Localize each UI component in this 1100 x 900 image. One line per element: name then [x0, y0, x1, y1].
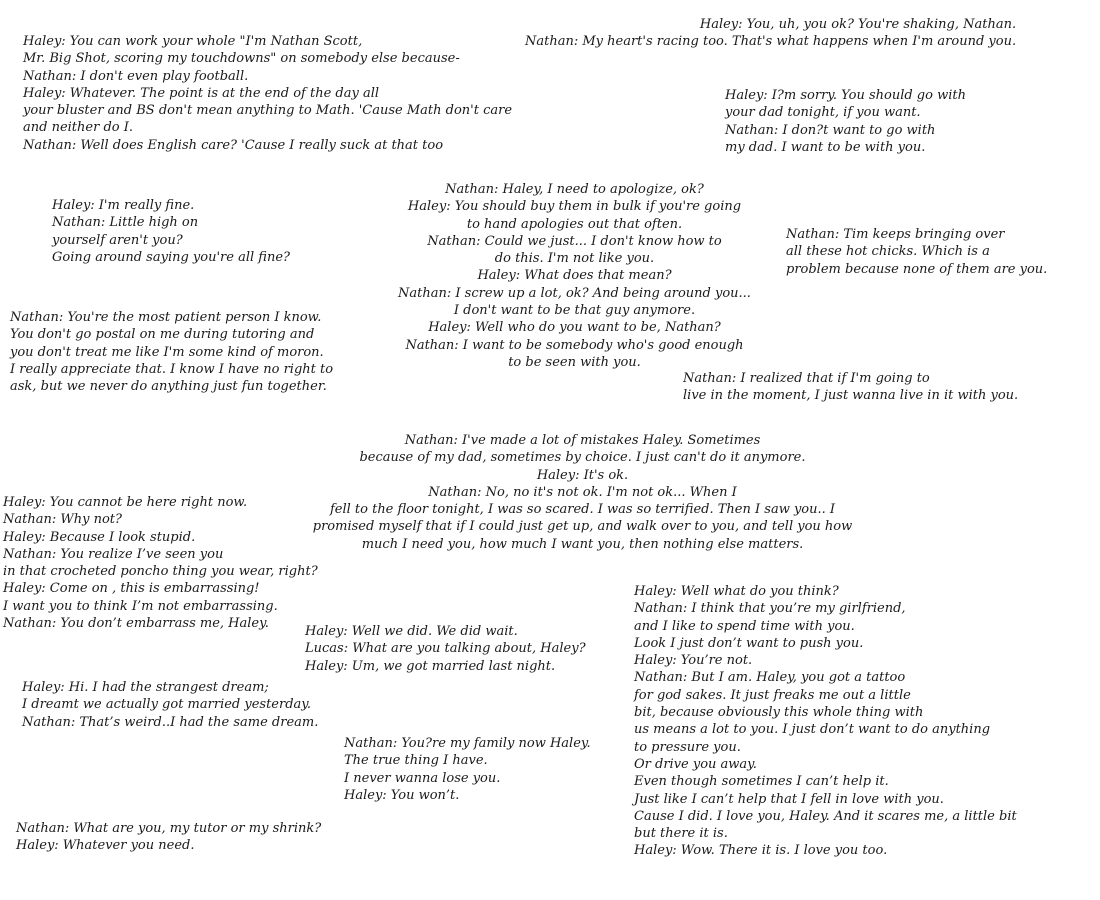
dialogue-line: Nathan: I want to be somebody who's good enough — [405, 337, 744, 353]
dialogue-line: Nathan: You're the most patient person I know. — [10, 310, 322, 325]
dialogue-line: Nathan: Why not? — [3, 512, 122, 528]
dialogue-line: bit, because obviously this whole thing with — [634, 705, 924, 721]
dialogue-line: you don't treat me like I'm some kind of moron. — [10, 344, 324, 360]
dialogue-line: I never wanna lose you. — [344, 770, 501, 786]
dialogue-line: Nathan: I think that you’re my girlfriend, — [634, 601, 906, 617]
dialogue-line: Nathan: What are you, my tutor or my shrink? — [16, 821, 322, 836]
dialogue-line: problem because none of them are you. — [786, 261, 1048, 277]
dialogue-line: Cause I did. I love you, Haley. And it scares me, a little bit — [634, 808, 1017, 824]
dialogue-line: Haley: You won’t. — [344, 787, 460, 803]
quote-block-apologize — [372, 181, 777, 371]
dialogue-line: Haley: You should buy them in bulk if you're going — [407, 199, 742, 215]
dialogue-line: Haley: I'm really fine. — [52, 198, 195, 213]
dialogue-line: Nathan: You don’t embarrass me, Haley. — [3, 616, 269, 632]
dialogue-line: Haley: Wow. There it is. I love you too. — [634, 843, 888, 859]
dialogue-line: Nathan: I don?t want to go with — [725, 122, 936, 138]
dialogue-line: Haley: I?m sorry. You should go with — [725, 88, 966, 103]
dialogue-line: Nathan: Well does English care? 'Cause I really suck at that too — [23, 137, 444, 153]
dialogue-line: Nathan: I screw up a lot, ok? And being around you... — [398, 285, 751, 301]
dialogue-line: Haley: Um, we got married last night. — [305, 658, 556, 674]
dialogue-line: Mr. Big Shot, scoring my touchdowns" on somebody else because- — [23, 51, 460, 67]
dialogue-line: Haley: Whatever you need. — [16, 838, 195, 854]
dialogue-line: ask, but we never do anything just fun together. — [10, 379, 327, 395]
dialogue-line: Haley: You, uh, you ok? You're shaking, Nathan. — [699, 17, 1017, 32]
dialogue-line: yourself aren't you? — [52, 232, 183, 248]
dialogue-line: Haley: Well who do you want to be, Nathan? — [428, 320, 721, 336]
quote-block-girlfriend — [634, 583, 1017, 860]
dialogue-line: to hand apologies out that often. — [466, 216, 683, 232]
dialogue-line: Nathan: I realized that if I'm going to — [683, 371, 930, 386]
dialogue-line: live in the moment, I just wanna live in it with you. — [683, 388, 1019, 404]
dialogue-line: I really appreciate that. I know I have no right to — [10, 361, 334, 377]
dialogue-line: us means a lot to you. I just don’t want to do anything — [634, 722, 991, 738]
quote-block-family — [344, 735, 591, 804]
quote-block-dream — [22, 679, 318, 731]
dialogue-line: Haley: Well what do you think? — [634, 584, 839, 599]
dialogue-line: for god sakes. It just freaks me out a little — [634, 687, 911, 703]
dialogue-line: Haley: Whatever. The point is at the end of the day all — [23, 85, 380, 101]
dialogue-line: and I like to spend time with you. — [634, 618, 855, 634]
dialogue-line: I want you to think I’m not embarrassing. — [3, 598, 278, 614]
dialogue-line: my dad. I want to be with you. — [725, 139, 926, 155]
dialogue-line: to be seen with you. — [508, 354, 641, 370]
quote-block-patient-person — [10, 309, 333, 395]
dialogue-line: promised myself that if I could just get up, and walk over to you, and tell you how — [312, 519, 853, 535]
dialogue-line: Haley: What does that mean? — [477, 268, 672, 284]
quote-block-mistakes — [265, 432, 900, 553]
dialogue-line: Haley: Because I look stupid. — [3, 529, 196, 545]
dialogue-line: Nathan: Haley, I need to apologize, ok? — [445, 182, 704, 197]
dialogue-line: Haley: You’re not. — [634, 653, 753, 669]
dialogue-line: You don't go postal on me during tutoring and — [10, 327, 315, 343]
dialogue-line: Haley: You can work your whole "I'm Nathan Scott, — [23, 34, 363, 49]
quote-block-live-in-moment — [683, 370, 1018, 405]
dialogue-line: Nathan: I don't even play football. — [23, 68, 249, 84]
dialogue-line: your bluster and BS don't mean anything to Math. 'Cause Math don't care — [23, 103, 513, 119]
quote-block-dad-tonight — [725, 87, 966, 156]
dialogue-line: Haley: You cannot be here right now. — [3, 495, 248, 510]
dialogue-line: Nathan: But I am. Haley, you got a tattoo — [634, 670, 906, 686]
dialogue-line: Or drive you away. — [634, 756, 757, 772]
dialogue-line: fell to the floor tonight, I was so scared. I was so terrified. Then I saw you.. I — [329, 502, 836, 518]
dialogue-line: much I need you, how much I want you, then nothing else matters. — [361, 536, 804, 552]
quote-block-poncho — [3, 494, 318, 632]
quote-block-tutor-shrink — [16, 820, 321, 855]
dialogue-line: Nathan: You?re my family now Haley. — [344, 736, 591, 751]
dialogue-line: Nathan: Little high on — [52, 215, 199, 231]
dialogue-line: Nathan: No, no it's not ok. I'm not ok... When I — [428, 484, 737, 500]
dialogue-line: I don't want to be that guy anymore. — [453, 303, 696, 319]
dialogue-line: Even though sometimes I can’t help it. — [634, 774, 889, 790]
dialogue-line: and neither do I. — [23, 120, 133, 136]
dialogue-line: but there it is. — [634, 826, 728, 842]
dialogue-line: Look I just don’t want to push you. — [634, 635, 864, 651]
dialogue-line: Nathan: That’s weird..I had the same dream. — [22, 714, 319, 730]
dialogue-line: Nathan: Tim keeps bringing over — [786, 227, 1005, 242]
dialogue-line: your dad tonight, if you want. — [725, 105, 921, 121]
dialogue-line: I dreamt we actually got married yesterday. — [22, 697, 312, 713]
dialogue-line: The true thing I have. — [344, 753, 488, 769]
quote-block-shaking — [525, 16, 1016, 51]
dialogue-line: Haley: Hi. I had the strangest dream; — [22, 680, 269, 695]
quote-block-really-fine — [52, 197, 290, 266]
dialogue-line: do this. I'm not like you. — [494, 251, 655, 267]
quote-block-hot-chicks — [786, 226, 1047, 278]
dialogue-line: because of my dad, sometimes by choice. I just can't do it anymore. — [359, 450, 806, 466]
dialogue-line: in that crocheted poncho thing you wear, right? — [3, 564, 318, 580]
dialogue-line: Going around saying you're all fine? — [52, 249, 290, 265]
quote-block-math — [23, 33, 512, 154]
dialogue-line: Nathan: You realize I’ve seen you — [3, 546, 224, 562]
dialogue-line: to pressure you. — [634, 739, 741, 755]
dialogue-line: Haley: It's ok. — [536, 467, 629, 483]
dialogue-line: Just like I can’t help that I fell in love with you. — [634, 791, 944, 807]
dialogue-line: Haley: Come on , this is embarrassing! — [3, 581, 260, 597]
dialogue-line: Lucas: What are you talking about, Haley? — [305, 641, 586, 657]
dialogue-line: Nathan: My heart's racing too. That's what happens when I'm around you. — [525, 34, 1017, 50]
dialogue-line: Nathan: I've made a lot of mistakes Haley. Sometimes — [404, 433, 761, 448]
dialogue-line: all these hot chicks. Which is a — [786, 244, 990, 260]
quote-block-married — [305, 623, 586, 675]
dialogue-line: Nathan: Could we just... I don't know how to — [427, 233, 722, 249]
dialogue-line: Haley: Well we did. We did wait. — [305, 624, 518, 639]
